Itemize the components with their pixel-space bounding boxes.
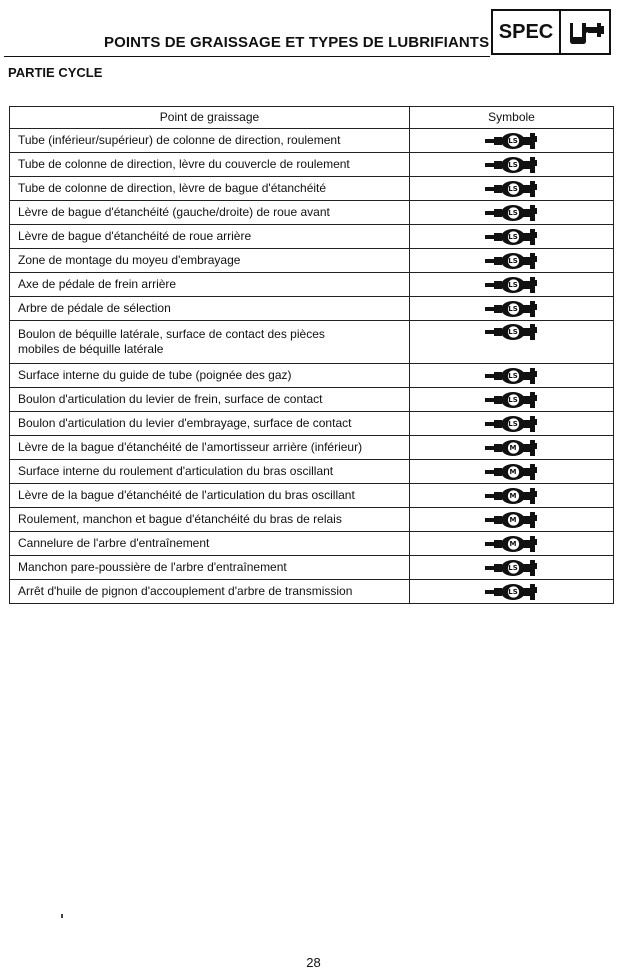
lubrication-point-cell: [10, 153, 410, 177]
symbol-cell: [410, 177, 614, 201]
grease-gun-icon: [485, 277, 539, 293]
grease-gun-icon: [485, 536, 539, 552]
symbol-cell: [410, 436, 614, 460]
lubrication-point: Lèvre de la bague d'étanchéité de l'articulation du bras oscillant: [18, 488, 355, 502]
symbol-cell: [410, 225, 614, 249]
lubrication-point: Zone de montage du moyeu d'embrayage: [18, 253, 241, 267]
grease-gun-icon: [485, 368, 539, 384]
grease-gun-icon: [485, 560, 539, 576]
lubrication-point: Tube (inférieur/supérieur) de colonne de direction, roulement: [18, 133, 341, 147]
lubrication-point-continued: mobiles de béquille latérale: [18, 342, 164, 356]
grease-gun-icon: [485, 584, 539, 600]
table-row: [10, 580, 614, 604]
symbol-cell: [410, 153, 614, 177]
symbol-cell: [410, 297, 614, 321]
lubricant-code: LS: [508, 328, 518, 336]
lubrication-point: Manchon pare-poussière de l'arbre d'entraînement: [18, 560, 287, 574]
lubrication-point-cell: [10, 297, 410, 321]
lubrication-point: Tube de colonne de direction, lèvre de bague d'étanchéité: [18, 181, 327, 195]
symbol-cell: [410, 532, 614, 556]
table-row: [10, 201, 614, 225]
symbol-cell: [410, 201, 614, 225]
symbol-cell: [410, 556, 614, 580]
lubrication-point: Tube de colonne de direction, lèvre du couvercle de roulement: [18, 157, 350, 171]
lubrication-point: Axe de pédale de frein arrière: [18, 277, 177, 291]
lubrication-point-cell: [10, 129, 410, 153]
lubrication-point: Boulon d'articulation du levier d'embrayage, surface de contact: [18, 416, 352, 430]
table-row: [10, 436, 614, 460]
lubrication-point-cell: [10, 388, 410, 412]
table-row: [10, 412, 614, 436]
symbol-cell: [410, 364, 614, 388]
symbol-cell: [410, 249, 614, 273]
lubrication-point-cell: [10, 364, 410, 388]
oil-can-icon: [561, 11, 609, 53]
lubricant-code: LS: [508, 587, 518, 596]
page-title: POINTS DE GRAISSAGE ET TYPES DE LUBRIFIANTS: [104, 34, 490, 51]
grease-gun-icon: [485, 324, 539, 340]
grease-gun-icon: [485, 440, 539, 456]
symbol-cell: [410, 321, 614, 364]
lubrication-point: Cannelure de l'arbre d'entraînement: [18, 536, 210, 550]
symbol-cell: [410, 484, 614, 508]
lubrication-point-cell: [10, 436, 410, 460]
lubricant-code: LS: [508, 371, 518, 380]
lubricant-code: LS: [508, 160, 518, 169]
lubrication-table: [9, 106, 614, 604]
section-title: PARTIE CYCLE: [8, 65, 103, 80]
table-row: [10, 556, 614, 580]
lubricant-code: LS: [508, 232, 518, 241]
table-row: [10, 177, 614, 201]
lubricant-code: LS: [508, 304, 518, 313]
lubricant-code: LS: [508, 136, 518, 145]
table-row: [10, 364, 614, 388]
lubricant-code: M: [509, 467, 517, 476]
table-row: [10, 153, 614, 177]
lubricant-code: LS: [508, 208, 518, 217]
table-row: [10, 297, 614, 321]
lubrication-point-cell: [10, 580, 410, 604]
grease-gun-icon: [485, 488, 539, 504]
page-number: 28: [306, 955, 321, 970]
lubrication-point-cell: [10, 321, 410, 364]
scan-speck: [61, 914, 63, 918]
lubrication-point-cell: [10, 177, 410, 201]
lubricant-code: M: [509, 491, 517, 500]
symbol-cell: [410, 508, 614, 532]
lubricant-code: M: [509, 515, 517, 524]
lubrication-point: Surface interne du roulement d'articulation du bras oscillant: [18, 464, 334, 478]
symbol-cell: [410, 580, 614, 604]
spec-badge-label: SPEC: [493, 11, 561, 53]
table-row: [10, 225, 614, 249]
lubrication-point-cell: [10, 412, 410, 436]
lubricant-code: M: [509, 539, 517, 548]
lubricant-code: LS: [508, 419, 518, 428]
table-row: [10, 129, 614, 153]
lubrication-point: Arrêt d'huile de pignon d'accouplement d'arbre de transmission: [18, 584, 353, 598]
grease-gun-icon: [485, 205, 539, 221]
table-row: [10, 460, 614, 484]
lubricant-code: M: [509, 443, 517, 452]
grease-gun-icon: [485, 301, 539, 317]
lubrication-point-cell: [10, 556, 410, 580]
symbol-cell: [410, 129, 614, 153]
table-row: [10, 273, 614, 297]
symbol-cell: [410, 388, 614, 412]
symbol-cell: [410, 460, 614, 484]
lubrication-point-cell: [10, 532, 410, 556]
lubrication-point: Lèvre de la bague d'étanchéité de l'amortisseur arrière (inférieur): [18, 440, 363, 454]
lubricant-code: LS: [508, 395, 518, 404]
symbol-cell: [410, 273, 614, 297]
table-row: [10, 484, 614, 508]
lubrication-point-cell: [10, 201, 410, 225]
lubrication-point: Boulon de béquille latérale, surface de contact des pièces: [18, 327, 325, 341]
symbol-cell: [410, 412, 614, 436]
column-header-point: Point de graissage: [10, 107, 410, 129]
lubrication-point-cell: [10, 249, 410, 273]
grease-gun-icon: [485, 464, 539, 480]
column-header-symbol: Symbole: [410, 107, 614, 129]
grease-gun-icon: [485, 157, 539, 173]
lubrication-point-cell: [10, 508, 410, 532]
lubricant-code: LS: [508, 563, 518, 572]
lubrication-point-cell: [10, 225, 410, 249]
header-rule: [4, 56, 490, 57]
table-body: [10, 129, 614, 604]
table-row: [10, 321, 614, 364]
grease-gun-icon: [485, 512, 539, 528]
grease-gun-icon: [485, 133, 539, 149]
grease-gun-icon: [485, 392, 539, 408]
lubricant-code: LS: [508, 184, 518, 193]
spec-badge: [491, 9, 611, 55]
table-row: [10, 388, 614, 412]
grease-gun-icon: [485, 416, 539, 432]
lubrication-point: Surface interne du guide de tube (poignée des gaz): [18, 368, 292, 382]
lubrication-point-cell: [10, 460, 410, 484]
lubrication-point: Lèvre de bague d'étanchéité de roue arrière: [18, 229, 252, 243]
lubrication-point: Boulon d'articulation du levier de frein, surface de contact: [18, 392, 323, 406]
grease-gun-icon: [485, 229, 539, 245]
lubricant-code: LS: [508, 256, 518, 265]
table-row: [10, 532, 614, 556]
lubrication-point: Lèvre de bague d'étanchéité (gauche/droite) de roue avant: [18, 205, 330, 219]
lubrication-point: Arbre de pédale de sélection: [18, 301, 171, 315]
table-row: [10, 249, 614, 273]
lubricant-code: LS: [508, 280, 518, 289]
lubrication-point-cell: [10, 484, 410, 508]
lubrication-point: Roulement, manchon et bague d'étanchéité du bras de relais: [18, 512, 342, 526]
grease-gun-icon: [485, 181, 539, 197]
table-header-row: [10, 107, 614, 129]
lubrication-point-cell: [10, 273, 410, 297]
grease-gun-icon: [485, 253, 539, 269]
table-row: [10, 508, 614, 532]
